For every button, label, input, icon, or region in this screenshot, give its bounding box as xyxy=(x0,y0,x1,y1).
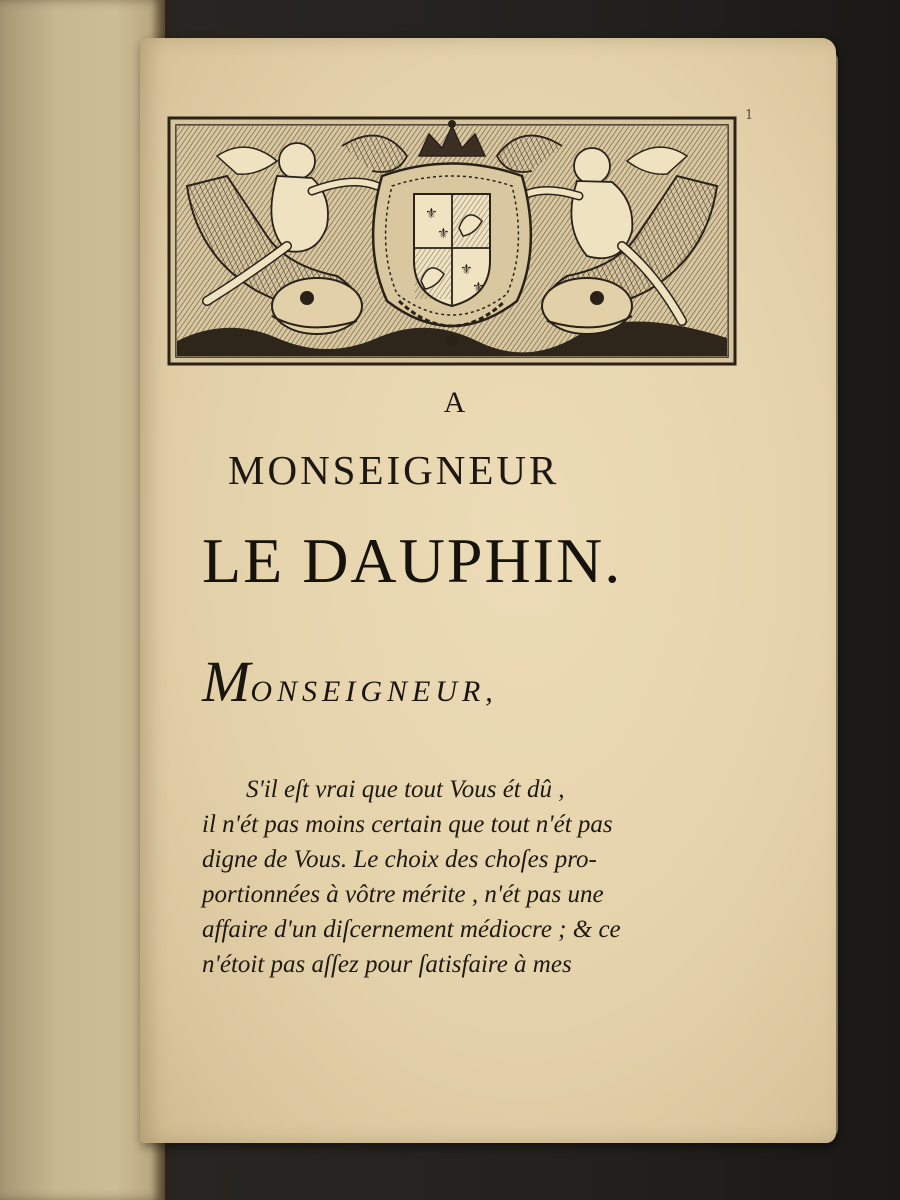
svg-text:⚜: ⚜ xyxy=(460,262,473,278)
heading-monseigneur: MONSEIGNEUR xyxy=(228,447,560,493)
salutation-initial: M xyxy=(202,649,251,714)
body-text xyxy=(202,772,686,982)
body-line: affaire d'un diſcernement médiocre ; & ce xyxy=(202,916,621,943)
royal-arms-headpiece-icon xyxy=(167,116,737,366)
body-line: n'étoit pas aſſez pour ſatisfaire à mes xyxy=(202,951,572,978)
headpiece-engraving xyxy=(167,116,737,366)
salutation xyxy=(202,648,662,715)
body-line: portionnées à vôtre mérite , n'ét pas une xyxy=(202,881,604,908)
page-number: 1 xyxy=(745,108,754,123)
svg-text:⚜: ⚜ xyxy=(425,206,438,222)
body-line: S'il eſt vrai que tout Vous ét dû , xyxy=(246,776,565,803)
body-line: digne de Vous. Le choix des choſes pro- xyxy=(202,846,597,873)
svg-text:⚜: ⚜ xyxy=(472,280,485,296)
heading-a: A xyxy=(443,386,467,419)
body-line: il n'ét pas moins certain que tout n'ét pas xyxy=(202,811,613,838)
heading-le-dauphin: LE DAUPHIN. xyxy=(202,525,623,596)
svg-text:⚜: ⚜ xyxy=(437,226,450,242)
salutation-rest: ONSEIGNEUR, xyxy=(250,675,498,708)
